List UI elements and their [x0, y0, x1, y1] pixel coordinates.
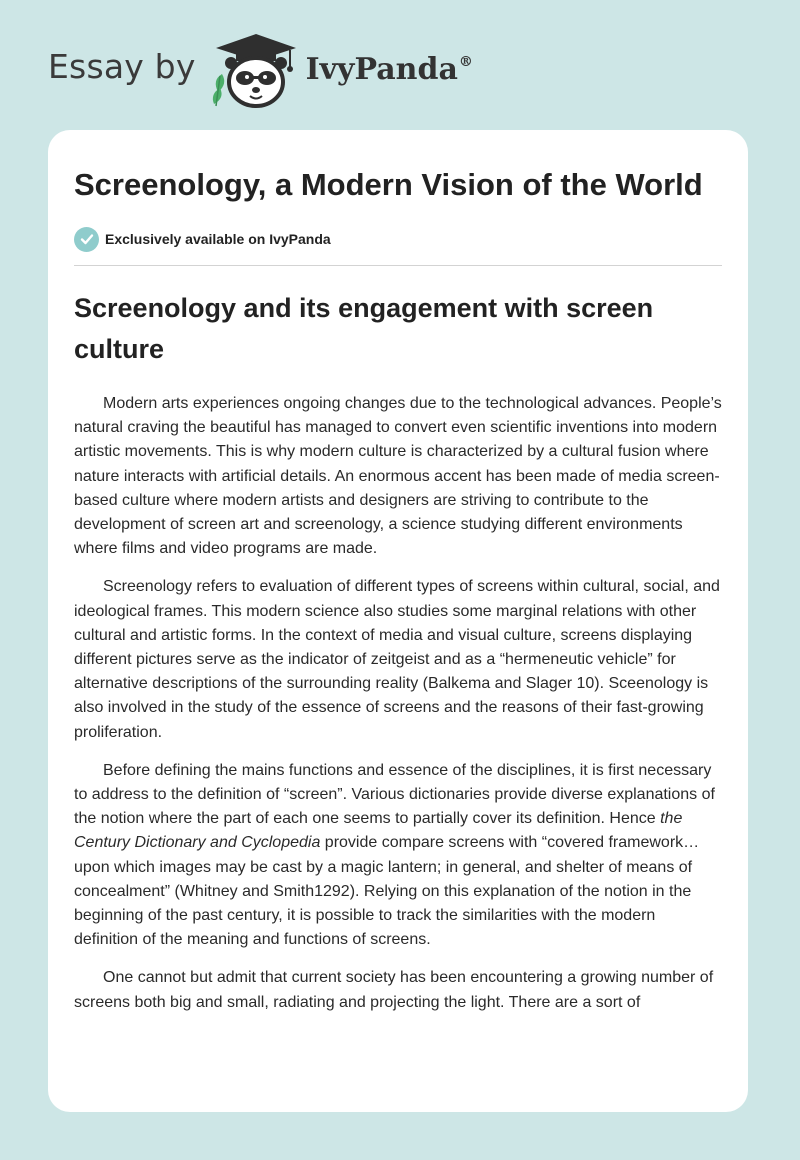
checkmark-icon	[74, 227, 99, 252]
paragraph-text: provide compare screens with “covered framework…upon which images may be cast by a magic lantern; in general, and shelter of means of concealment” (Whitney and Smith1292). Relying on this explanation of the notion in the beginning of the past century, it is possible to track the similarities with the modern definition of the meaning and functions of screens.	[74, 834, 700, 949]
article-body	[74, 392, 722, 1015]
exclusive-label: Exclusively available on IvyPanda	[105, 231, 331, 247]
divider	[74, 265, 722, 266]
page-title: Screenology, a Modern Vision of the World	[74, 167, 703, 202]
brand-name: IvyPanda	[305, 51, 458, 87]
paragraph	[74, 575, 722, 744]
essay-by-label: Essay by	[48, 46, 196, 86]
section-heading: Screenology and its engagement with screen culture	[74, 293, 654, 364]
paragraph	[74, 759, 722, 953]
paragraph-text: Screenology refers to evaluation of different types of screens within cultural, social, and ideological frames. This modern science also studies some marginal relations with other cultural and artistic forms. In the context of media and visual culture, screens displaying different pictures serve as the indicator of zeitgeist and as a “hermeneutic vehicle” for alternative descriptions of the surrounding reality (Balkema and Slager 10). Sceenology is also involved in the study of the essence of screens and the reasons of their fast-growing proliferation.	[74, 578, 720, 741]
paragraph-text: One cannot but admit that current society has been encountering a growing number of screens both big and small, radiating and projecting the light. There are a sort of	[74, 969, 714, 1011]
paragraph	[74, 966, 722, 1014]
paragraph-text: Before defining the mains functions and essence of the disciplines, it is first necessary to address to the definition of “screen”. Various dictionaries provide diverse explanations of the notion where the part of each one seems to partially cover its definition. Hence	[74, 761, 715, 828]
registered-mark: ®	[458, 53, 473, 70]
brand-header[interactable]	[48, 30, 473, 110]
panda-logo-icon	[210, 30, 302, 110]
book-title: the Century Dictionary and Cyclopedia	[74, 810, 683, 852]
paragraph-text: Modern arts experiences ongoing changes due to the technological advances. People’s natural craving the beautiful has managed to convert even scientific inventions into modern artistic movements. This is why modern culture is characterized by a cultural fusion where nature interacts with artificial details. An enormous accent has been made of media screen-based culture where modern artists and designers are striving to contribute to the development of screen art and screenology, a science studying different environments where films and video programs are made.	[74, 395, 722, 558]
paragraph	[74, 392, 722, 561]
exclusive-badge	[74, 226, 722, 252]
article-card	[48, 130, 748, 1112]
ivypanda-wordmark	[306, 52, 473, 87]
